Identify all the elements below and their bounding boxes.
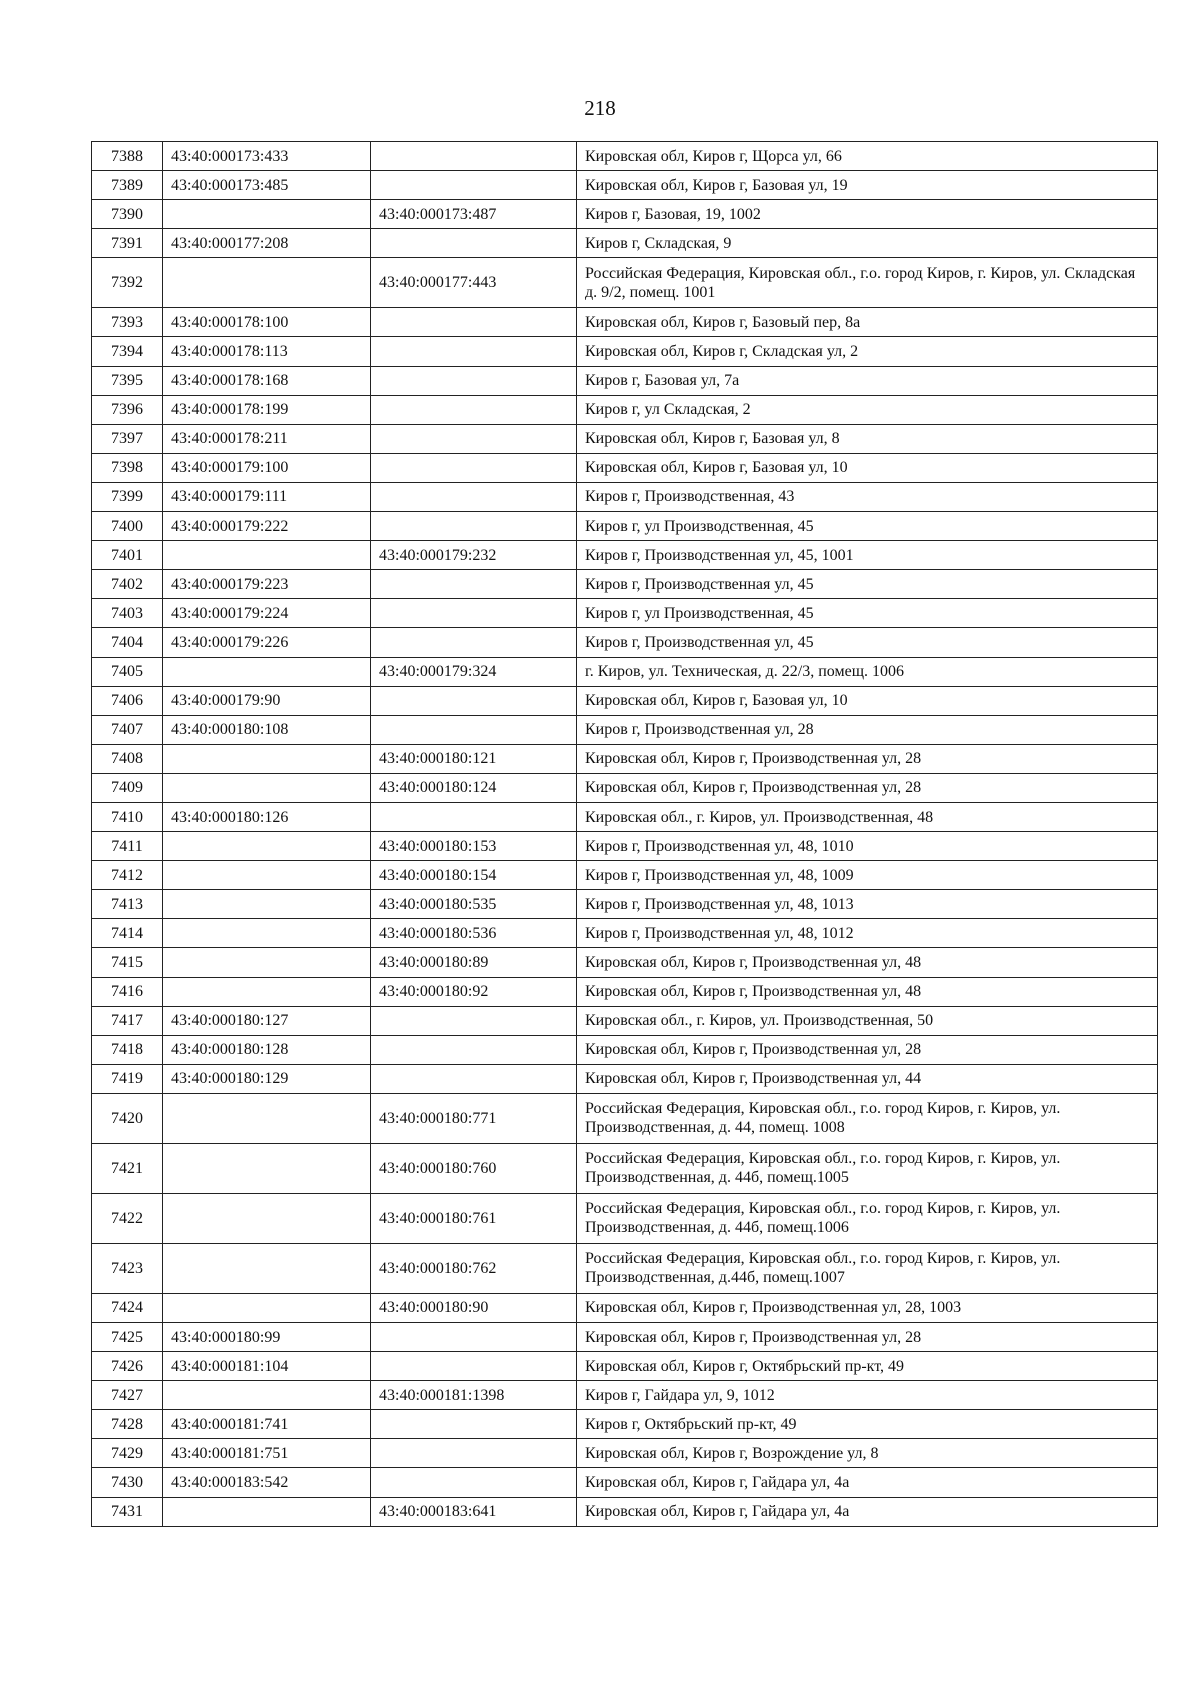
- page-number: 218: [584, 96, 616, 120]
- row-number-cell: 7415: [92, 948, 163, 977]
- premises-cadastral-number-cell: 43:40:000180:90: [371, 1293, 577, 1322]
- row-number-cell: 7420: [92, 1093, 163, 1143]
- table-row: [92, 512, 1158, 541]
- cadastral-number-cell: [163, 977, 371, 1006]
- address-cell: Кировская обл, Киров г, Щорса ул, 66: [577, 142, 1158, 171]
- row-number-cell: 7388: [92, 142, 163, 171]
- row-number-cell: 7418: [92, 1035, 163, 1064]
- address-cell: Кировская обл, Киров г, Производственная ул, 44: [577, 1064, 1158, 1093]
- table-row: [92, 1410, 1158, 1439]
- cadastral-number-cell: [163, 861, 371, 890]
- row-number-cell: 7412: [92, 861, 163, 890]
- premises-cadastral-number-cell: 43:40:000180:153: [371, 832, 577, 861]
- cadastral-number-cell: [163, 948, 371, 977]
- address-cell: Кировская обл, Киров г, Возрождение ул, 8: [577, 1439, 1158, 1468]
- table-row: [92, 1064, 1158, 1093]
- address-cell: г. Киров, ул. Техническая, д. 22/3, помещ. 1006: [577, 657, 1158, 686]
- table-row: [92, 258, 1158, 308]
- cadastral-number-cell: 43:40:000173:485: [163, 171, 371, 200]
- row-number-cell: 7404: [92, 628, 163, 657]
- address-cell: Российская Федерация, Кировская обл., г.о. город Киров, г. Киров, ул. Производственная, д.44б, помещ.1007: [577, 1243, 1158, 1293]
- row-number-cell: 7399: [92, 482, 163, 511]
- premises-cadastral-number-cell: 43:40:000180:536: [371, 919, 577, 948]
- row-number-cell: 7400: [92, 512, 163, 541]
- address-cell: Кировская обл, Киров г, Октябрьский пр-кт, 49: [577, 1352, 1158, 1381]
- row-number-cell: 7389: [92, 171, 163, 200]
- premises-cadastral-number-cell: 43:40:000183:641: [371, 1497, 577, 1526]
- cadastral-number-cell: 43:40:000181:104: [163, 1352, 371, 1381]
- table-row: [92, 832, 1158, 861]
- address-cell: Кировская обл., г. Киров, ул. Производственная, 48: [577, 802, 1158, 831]
- row-number-cell: 7394: [92, 337, 163, 366]
- table-row: [92, 1035, 1158, 1064]
- premises-cadastral-number-cell: 43:40:000180:154: [371, 861, 577, 890]
- table-row: [92, 657, 1158, 686]
- cadastral-number-cell: 43:40:000177:208: [163, 229, 371, 258]
- cadastral-number-cell: [163, 1193, 371, 1243]
- row-number-cell: 7398: [92, 453, 163, 482]
- table-row: [92, 1243, 1158, 1293]
- cadastral-number-cell: 43:40:000179:90: [163, 686, 371, 715]
- address-cell: Российская Федерация, Кировская обл., г.о. город Киров, г. Киров, ул. Складская д. 9/2, помещ. 1001: [577, 258, 1158, 308]
- cadastral-number-cell: 43:40:000178:199: [163, 395, 371, 424]
- row-number-cell: 7419: [92, 1064, 163, 1093]
- table-row: [92, 424, 1158, 453]
- premises-cadastral-number-cell: 43:40:000180:124: [371, 773, 577, 802]
- premises-cadastral-number-cell: [371, 395, 577, 424]
- address-cell: Киров г, Складская, 9: [577, 229, 1158, 258]
- table-row: [92, 200, 1158, 229]
- premises-cadastral-number-cell: [371, 1468, 577, 1497]
- premises-cadastral-number-cell: [371, 599, 577, 628]
- table-row: [92, 715, 1158, 744]
- row-number-cell: 7407: [92, 715, 163, 744]
- premises-cadastral-number-cell: [371, 482, 577, 511]
- address-cell: Кировская обл, Киров г, Гайдара ул, 4а: [577, 1468, 1158, 1497]
- cadastral-number-cell: 43:40:000183:542: [163, 1468, 371, 1497]
- table-row: [92, 482, 1158, 511]
- cadastral-number-cell: 43:40:000179:222: [163, 512, 371, 541]
- premises-cadastral-number-cell: [371, 1410, 577, 1439]
- address-cell: Киров г, Производственная ул, 48, 1009: [577, 861, 1158, 890]
- row-number-cell: 7406: [92, 686, 163, 715]
- cadastral-number-cell: 43:40:000179:100: [163, 453, 371, 482]
- address-cell: Кировская обл, Киров г, Базовая ул, 8: [577, 424, 1158, 453]
- premises-cadastral-number-cell: [371, 686, 577, 715]
- row-number-cell: 7392: [92, 258, 163, 308]
- cadastral-number-cell: 43:40:000180:128: [163, 1035, 371, 1064]
- address-cell: Киров г, Производственная ул, 48, 1012: [577, 919, 1158, 948]
- cadastral-number-cell: 43:40:000180:127: [163, 1006, 371, 1035]
- cadastral-number-cell: 43:40:000179:224: [163, 599, 371, 628]
- row-number-cell: 7397: [92, 424, 163, 453]
- table-row: [92, 570, 1158, 599]
- cadastral-number-cell: [163, 832, 371, 861]
- premises-cadastral-number-cell: [371, 1006, 577, 1035]
- table-row: [92, 1006, 1158, 1035]
- premises-cadastral-number-cell: [371, 424, 577, 453]
- premises-cadastral-number-cell: [371, 453, 577, 482]
- premises-cadastral-number-cell: 43:40:000179:324: [371, 657, 577, 686]
- table-row: [92, 337, 1158, 366]
- premises-cadastral-number-cell: [371, 1064, 577, 1093]
- row-number-cell: 7403: [92, 599, 163, 628]
- address-cell: Кировская обл, Киров г, Производственная ул, 48: [577, 948, 1158, 977]
- table-row: [92, 1352, 1158, 1381]
- row-number-cell: 7425: [92, 1323, 163, 1352]
- registry-table-body: [92, 142, 1158, 1527]
- row-number-cell: 7411: [92, 832, 163, 861]
- cadastral-number-cell: [163, 1293, 371, 1322]
- table-row: [92, 802, 1158, 831]
- table-row: [92, 1497, 1158, 1526]
- address-cell: Российская Федерация, Кировская обл., г.о. город Киров, г. Киров, ул. Производственная, д. 44б, помещ.1006: [577, 1193, 1158, 1243]
- row-number-cell: 7428: [92, 1410, 163, 1439]
- address-cell: Кировская обл, Киров г, Производственная ул, 48: [577, 977, 1158, 1006]
- table-row: [92, 142, 1158, 171]
- cadastral-number-cell: [163, 1497, 371, 1526]
- table-row: [92, 599, 1158, 628]
- table-row: [92, 1468, 1158, 1497]
- row-number-cell: 7416: [92, 977, 163, 1006]
- row-number-cell: 7393: [92, 308, 163, 337]
- premises-cadastral-number-cell: [371, 366, 577, 395]
- address-cell: Кировская обл, Киров г, Производственная ул, 28: [577, 1035, 1158, 1064]
- cadastral-number-cell: [163, 1381, 371, 1410]
- row-number-cell: 7431: [92, 1497, 163, 1526]
- registry-table: [91, 141, 1158, 1527]
- address-cell: Российская Федерация, Кировская обл., г.о. город Киров, г. Киров, ул. Производственная, д. 44, помещ. 1008: [577, 1093, 1158, 1143]
- address-cell: Киров г, Октябрьский пр-кт, 49: [577, 1410, 1158, 1439]
- address-cell: Киров г, Производственная ул, 45, 1001: [577, 541, 1158, 570]
- table-row: [92, 744, 1158, 773]
- table-row: [92, 1439, 1158, 1468]
- row-number-cell: 7413: [92, 890, 163, 919]
- table-row: [92, 948, 1158, 977]
- cadastral-number-cell: 43:40:000180:129: [163, 1064, 371, 1093]
- row-number-cell: 7421: [92, 1143, 163, 1193]
- row-number-cell: 7429: [92, 1439, 163, 1468]
- premises-cadastral-number-cell: 43:40:000180:535: [371, 890, 577, 919]
- cadastral-number-cell: 43:40:000178:168: [163, 366, 371, 395]
- cadastral-number-cell: 43:40:000178:211: [163, 424, 371, 453]
- table-row: [92, 308, 1158, 337]
- address-cell: Киров г, Производственная ул, 28: [577, 715, 1158, 744]
- cadastral-number-cell: [163, 1243, 371, 1293]
- premises-cadastral-number-cell: [371, 570, 577, 599]
- cadastral-number-cell: 43:40:000180:108: [163, 715, 371, 744]
- premises-cadastral-number-cell: 43:40:000173:487: [371, 200, 577, 229]
- row-number-cell: 7424: [92, 1293, 163, 1322]
- cadastral-number-cell: [163, 1143, 371, 1193]
- row-number-cell: 7414: [92, 919, 163, 948]
- table-row: [92, 1381, 1158, 1410]
- address-cell: Киров г, Производственная ул, 45: [577, 570, 1158, 599]
- address-cell: Кировская обл, Киров г, Базовая ул, 10: [577, 453, 1158, 482]
- premises-cadastral-number-cell: [371, 1439, 577, 1468]
- premises-cadastral-number-cell: [371, 171, 577, 200]
- premises-cadastral-number-cell: 43:40:000180:760: [371, 1143, 577, 1193]
- premises-cadastral-number-cell: 43:40:000177:443: [371, 258, 577, 308]
- table-row: [92, 977, 1158, 1006]
- cadastral-number-cell: 43:40:000181:751: [163, 1439, 371, 1468]
- address-cell: Кировская обл, Киров г, Гайдара ул, 4а: [577, 1497, 1158, 1526]
- row-number-cell: 7430: [92, 1468, 163, 1497]
- premises-cadastral-number-cell: [371, 1323, 577, 1352]
- cadastral-number-cell: 43:40:000179:226: [163, 628, 371, 657]
- table-row: [92, 1293, 1158, 1322]
- row-number-cell: 7426: [92, 1352, 163, 1381]
- row-number-cell: 7395: [92, 366, 163, 395]
- address-cell: Кировская обл, Киров г, Производственная ул, 28, 1003: [577, 1293, 1158, 1322]
- address-cell: Киров г, ул Производственная, 45: [577, 599, 1158, 628]
- address-cell: Кировская обл, Киров г, Базовая ул, 10: [577, 686, 1158, 715]
- cadastral-number-cell: [163, 200, 371, 229]
- address-cell: Кировская обл., г. Киров, ул. Производственная, 50: [577, 1006, 1158, 1035]
- table-row: [92, 628, 1158, 657]
- row-number-cell: 7401: [92, 541, 163, 570]
- cadastral-number-cell: 43:40:000179:111: [163, 482, 371, 511]
- table-row: [92, 229, 1158, 258]
- row-number-cell: 7405: [92, 657, 163, 686]
- cadastral-number-cell: 43:40:000180:126: [163, 802, 371, 831]
- cadastral-number-cell: 43:40:000173:433: [163, 142, 371, 171]
- address-cell: Кировская обл, Киров г, Производственная ул, 28: [577, 1323, 1158, 1352]
- table-row: [92, 890, 1158, 919]
- address-cell: Кировская обл, Киров г, Производственная ул, 28: [577, 744, 1158, 773]
- cadastral-number-cell: 43:40:000178:100: [163, 308, 371, 337]
- address-cell: Киров г, Гайдара ул, 9, 1012: [577, 1381, 1158, 1410]
- premises-cadastral-number-cell: 43:40:000180:89: [371, 948, 577, 977]
- table-row: [92, 773, 1158, 802]
- address-cell: Киров г, Базовая, 19, 1002: [577, 200, 1158, 229]
- cadastral-number-cell: [163, 919, 371, 948]
- row-number-cell: 7390: [92, 200, 163, 229]
- cadastral-number-cell: [163, 744, 371, 773]
- table-row: [92, 541, 1158, 570]
- address-cell: Киров г, Производственная ул, 48, 1010: [577, 832, 1158, 861]
- cadastral-number-cell: 43:40:000180:99: [163, 1323, 371, 1352]
- table-row: [92, 919, 1158, 948]
- premises-cadastral-number-cell: 43:40:000180:92: [371, 977, 577, 1006]
- address-cell: Кировская обл, Киров г, Базовая ул, 19: [577, 171, 1158, 200]
- premises-cadastral-number-cell: [371, 142, 577, 171]
- address-cell: Киров г, ул Производственная, 45: [577, 512, 1158, 541]
- cadastral-number-cell: [163, 258, 371, 308]
- row-number-cell: 7391: [92, 229, 163, 258]
- address-cell: Российская Федерация, Кировская обл., г.о. город Киров, г. Киров, ул. Производственная, д. 44б, помещ.1005: [577, 1143, 1158, 1193]
- address-cell: Киров г, Производственная ул, 45: [577, 628, 1158, 657]
- address-cell: Киров г, Базовая ул, 7а: [577, 366, 1158, 395]
- table-row: [92, 395, 1158, 424]
- address-cell: Киров г, ул Складская, 2: [577, 395, 1158, 424]
- row-number-cell: 7422: [92, 1193, 163, 1243]
- table-row: [92, 861, 1158, 890]
- cadastral-number-cell: [163, 1093, 371, 1143]
- address-cell: Кировская обл, Киров г, Производственная ул, 28: [577, 773, 1158, 802]
- premises-cadastral-number-cell: [371, 628, 577, 657]
- row-number-cell: 7417: [92, 1006, 163, 1035]
- premises-cadastral-number-cell: [371, 1352, 577, 1381]
- premises-cadastral-number-cell: [371, 512, 577, 541]
- premises-cadastral-number-cell: [371, 1035, 577, 1064]
- table-row: [92, 1323, 1158, 1352]
- row-number-cell: 7427: [92, 1381, 163, 1410]
- premises-cadastral-number-cell: 43:40:000180:771: [371, 1093, 577, 1143]
- table-row: [92, 1093, 1158, 1143]
- premises-cadastral-number-cell: [371, 715, 577, 744]
- table-row: [92, 171, 1158, 200]
- row-number-cell: 7402: [92, 570, 163, 599]
- cadastral-number-cell: [163, 890, 371, 919]
- cadastral-number-cell: [163, 657, 371, 686]
- table-row: [92, 1193, 1158, 1243]
- cadastral-number-cell: 43:40:000178:113: [163, 337, 371, 366]
- address-cell: Киров г, Производственная, 43: [577, 482, 1158, 511]
- premises-cadastral-number-cell: 43:40:000181:1398: [371, 1381, 577, 1410]
- table-row: [92, 453, 1158, 482]
- cadastral-number-cell: 43:40:000181:741: [163, 1410, 371, 1439]
- row-number-cell: 7408: [92, 744, 163, 773]
- table-row: [92, 1143, 1158, 1193]
- table-row: [92, 686, 1158, 715]
- row-number-cell: 7410: [92, 802, 163, 831]
- row-number-cell: 7396: [92, 395, 163, 424]
- table-row: [92, 366, 1158, 395]
- premises-cadastral-number-cell: 43:40:000179:232: [371, 541, 577, 570]
- premises-cadastral-number-cell: 43:40:000180:761: [371, 1193, 577, 1243]
- premises-cadastral-number-cell: [371, 308, 577, 337]
- premises-cadastral-number-cell: 43:40:000180:762: [371, 1243, 577, 1293]
- premises-cadastral-number-cell: [371, 337, 577, 366]
- cadastral-number-cell: 43:40:000179:223: [163, 570, 371, 599]
- premises-cadastral-number-cell: [371, 802, 577, 831]
- row-number-cell: 7423: [92, 1243, 163, 1293]
- address-cell: Киров г, Производственная ул, 48, 1013: [577, 890, 1158, 919]
- address-cell: Кировская обл, Киров г, Складская ул, 2: [577, 337, 1158, 366]
- premises-cadastral-number-cell: [371, 229, 577, 258]
- cadastral-number-cell: [163, 541, 371, 570]
- row-number-cell: 7409: [92, 773, 163, 802]
- address-cell: Кировская обл, Киров г, Базовый пер, 8а: [577, 308, 1158, 337]
- cadastral-number-cell: [163, 773, 371, 802]
- premises-cadastral-number-cell: 43:40:000180:121: [371, 744, 577, 773]
